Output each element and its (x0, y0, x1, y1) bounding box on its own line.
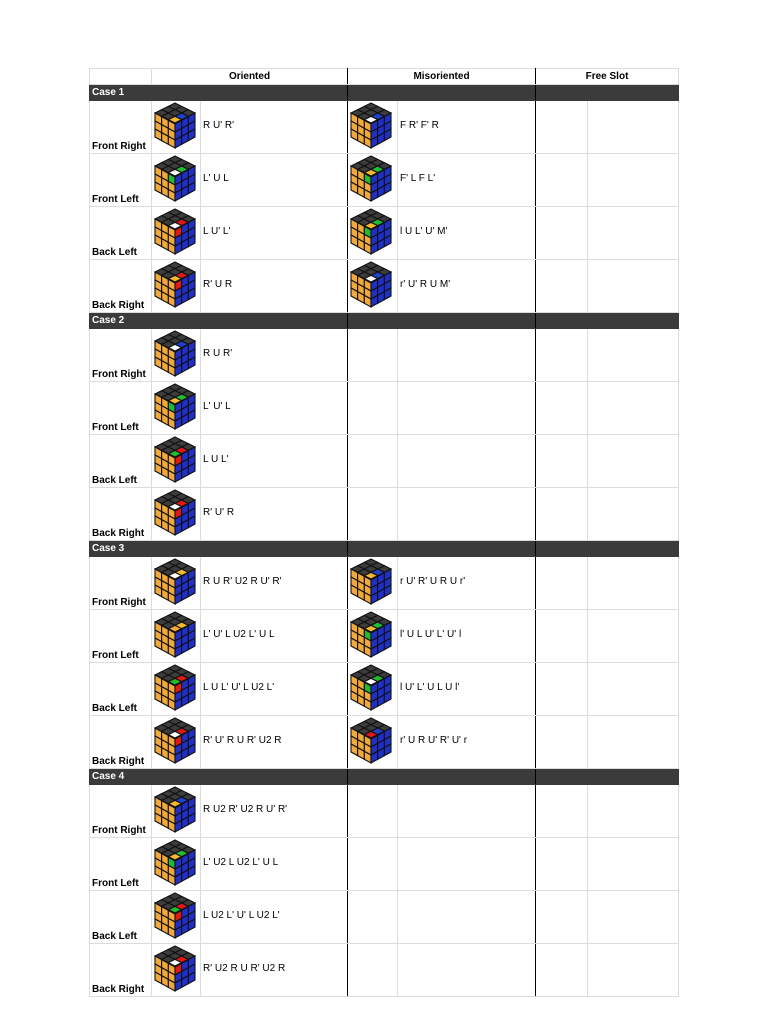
table-row (90, 207, 679, 260)
case-header-cell (536, 541, 679, 557)
free-slot-cell[interactable] (588, 838, 679, 891)
misoriented-image-cell[interactable] (348, 488, 398, 541)
free-slot-cell[interactable] (588, 488, 679, 541)
free-slot-cell[interactable] (536, 557, 588, 610)
cube-icon (154, 611, 196, 658)
oriented-algorithm[interactable]: R' U2 R U R' U2 R (201, 944, 348, 997)
cube-icon (350, 208, 392, 255)
slot-label[interactable]: Back Right (90, 488, 152, 541)
oriented-image-cell[interactable] (152, 663, 201, 716)
free-slot-cell[interactable] (588, 101, 679, 154)
cube-icon (154, 945, 196, 992)
oriented-image-cell[interactable] (152, 260, 201, 313)
free-slot-cell[interactable] (588, 260, 679, 313)
cube-icon (154, 786, 196, 833)
oriented-image-cell[interactable] (152, 891, 201, 944)
oriented-algorithm[interactable]: R' U' R U R' U2 R (201, 716, 348, 769)
free-slot-cell[interactable] (588, 663, 679, 716)
free-slot-cell[interactable] (536, 785, 588, 838)
oriented-algorithm[interactable]: R U2 R' U2 R U' R' (201, 785, 348, 838)
misoriented-algorithm[interactable] (398, 944, 536, 997)
free-slot-cell[interactable] (536, 891, 588, 944)
misoriented-image-cell[interactable] (348, 716, 398, 769)
slot-label[interactable]: Front Right (90, 101, 152, 154)
misoriented-image-cell[interactable] (348, 944, 398, 997)
slot-label[interactable]: Back Left (90, 663, 152, 716)
free-slot-cell[interactable] (536, 382, 588, 435)
oriented-image-cell[interactable] (152, 716, 201, 769)
misoriented-image-cell[interactable] (348, 557, 398, 610)
free-slot-cell[interactable] (536, 260, 588, 313)
slot-label[interactable]: Front Left (90, 610, 152, 663)
table-row (90, 785, 679, 838)
misoriented-algorithm[interactable]: l U' L' U L U l' (398, 663, 536, 716)
oriented-image-cell[interactable] (152, 488, 201, 541)
cube-icon (154, 208, 196, 255)
oriented-image-cell[interactable] (152, 101, 201, 154)
cube-icon (154, 717, 196, 764)
free-slot-cell[interactable] (588, 207, 679, 260)
oriented-algorithm[interactable]: R U' R' (201, 101, 348, 154)
cube-icon (350, 261, 392, 308)
case-header-cell (536, 313, 679, 329)
case-header-cell (348, 313, 536, 329)
cube-icon (154, 383, 196, 430)
misoriented-algorithm[interactable] (398, 488, 536, 541)
misoriented-image-cell[interactable] (348, 260, 398, 313)
case-header-row (90, 313, 679, 329)
table-row (90, 663, 679, 716)
misoriented-image-cell[interactable] (348, 329, 398, 382)
oriented-image-cell[interactable] (152, 382, 201, 435)
oriented-image-cell[interactable] (152, 838, 201, 891)
cube-icon (154, 102, 196, 149)
misoriented-image-cell[interactable] (348, 663, 398, 716)
oriented-image-cell[interactable] (152, 329, 201, 382)
oriented-algorithm[interactable]: L' U2 L U2 L' U L (201, 838, 348, 891)
table-row (90, 260, 679, 313)
free-slot-cell[interactable] (536, 944, 588, 997)
table-row (90, 488, 679, 541)
slot-label[interactable]: Front Right (90, 785, 152, 838)
oriented-algorithm[interactable]: L U L' U' L U2 L' (201, 663, 348, 716)
case-header-cell (348, 541, 536, 557)
table-row (90, 329, 679, 382)
spreadsheet (89, 68, 678, 997)
table-row (90, 610, 679, 663)
free-slot-cell[interactable] (588, 891, 679, 944)
oriented-image-cell[interactable] (152, 557, 201, 610)
free-slot-cell[interactable] (588, 557, 679, 610)
slot-label[interactable]: Front Right (90, 557, 152, 610)
header-free-slot[interactable]: Free Slot (536, 69, 679, 85)
oriented-image-cell[interactable] (152, 207, 201, 260)
oriented-algorithm[interactable]: R' U' R (201, 488, 348, 541)
oriented-image-cell[interactable] (152, 944, 201, 997)
table-row (90, 557, 679, 610)
free-slot-cell[interactable] (536, 101, 588, 154)
misoriented-image-cell[interactable] (348, 382, 398, 435)
free-slot-cell[interactable] (588, 382, 679, 435)
cube-icon (154, 261, 196, 308)
misoriented-image-cell[interactable] (348, 435, 398, 488)
oriented-algorithm[interactable]: R' U R (201, 260, 348, 313)
case-label[interactable]: Case 4 (90, 769, 348, 785)
free-slot-cell[interactable] (588, 610, 679, 663)
cube-icon (350, 611, 392, 658)
slot-label[interactable]: Front Left (90, 154, 152, 207)
case-header-row (90, 85, 679, 101)
slot-label[interactable]: Back Left (90, 891, 152, 944)
free-slot-cell[interactable] (536, 610, 588, 663)
cube-icon (350, 664, 392, 711)
misoriented-algorithm[interactable]: l' U L U' L' U' l (398, 610, 536, 663)
table-row (90, 101, 679, 154)
header-misoriented[interactable]: Misoriented (348, 69, 536, 85)
free-slot-cell[interactable] (536, 716, 588, 769)
case-label[interactable]: Case 1 (90, 85, 348, 101)
oriented-algorithm[interactable]: R U R' (201, 329, 348, 382)
free-slot-cell[interactable] (536, 154, 588, 207)
cube-icon (154, 558, 196, 605)
oriented-algorithm[interactable]: R U R' U2 R U' R' (201, 557, 348, 610)
table-row (90, 154, 679, 207)
misoriented-algorithm[interactable]: F' L F L' (398, 154, 536, 207)
cube-icon (350, 717, 392, 764)
header-oriented[interactable]: Oriented (152, 69, 348, 85)
oriented-algorithm[interactable]: L U2 L' U' L U2 L' (201, 891, 348, 944)
misoriented-algorithm[interactable] (398, 785, 536, 838)
misoriented-algorithm[interactable]: r' U' R U M' (398, 260, 536, 313)
cube-icon (350, 102, 392, 149)
free-slot-cell[interactable] (588, 154, 679, 207)
free-slot-cell[interactable] (588, 329, 679, 382)
slot-label[interactable]: Front Left (90, 838, 152, 891)
misoriented-image-cell[interactable] (348, 154, 398, 207)
cube-icon (154, 489, 196, 536)
slot-label[interactable]: Back Right (90, 716, 152, 769)
free-slot-cell[interactable] (536, 329, 588, 382)
free-slot-cell[interactable] (588, 944, 679, 997)
free-slot-cell[interactable] (536, 663, 588, 716)
table-row (90, 435, 679, 488)
oriented-image-cell[interactable] (152, 610, 201, 663)
case-header-row (90, 541, 679, 557)
table-row (90, 716, 679, 769)
misoriented-algorithm[interactable] (398, 382, 536, 435)
oriented-algorithm[interactable]: L' U' L (201, 382, 348, 435)
slot-label[interactable]: Back Left (90, 207, 152, 260)
oriented-algorithm[interactable]: L' U L (201, 154, 348, 207)
free-slot-cell[interactable] (536, 838, 588, 891)
misoriented-algorithm[interactable]: r U' R' U R U r' (398, 557, 536, 610)
case-header-cell (348, 85, 536, 101)
table-row (90, 891, 679, 944)
algorithm-table (89, 68, 679, 997)
slot-label[interactable]: Front Left (90, 382, 152, 435)
oriented-image-cell[interactable] (152, 785, 201, 838)
misoriented-algorithm[interactable] (398, 329, 536, 382)
free-slot-cell[interactable] (536, 488, 588, 541)
cube-icon (350, 558, 392, 605)
cube-icon (154, 664, 196, 711)
case-label[interactable]: Case 2 (90, 313, 348, 329)
oriented-algorithm[interactable]: L' U' L U2 L' U L (201, 610, 348, 663)
oriented-image-cell[interactable] (152, 154, 201, 207)
oriented-image-cell[interactable] (152, 435, 201, 488)
misoriented-image-cell[interactable] (348, 891, 398, 944)
misoriented-algorithm[interactable]: l U L' U' M' (398, 207, 536, 260)
table-row (90, 944, 679, 997)
misoriented-image-cell[interactable] (348, 207, 398, 260)
table-row (90, 382, 679, 435)
slot-label[interactable]: Back Left (90, 435, 152, 488)
free-slot-cell[interactable] (536, 435, 588, 488)
slot-label[interactable]: Back Right (90, 944, 152, 997)
oriented-algorithm[interactable]: L U' L' (201, 207, 348, 260)
free-slot-cell[interactable] (536, 207, 588, 260)
cube-icon (154, 436, 196, 483)
header-blank (90, 69, 152, 85)
misoriented-algorithm[interactable] (398, 838, 536, 891)
case-header-row (90, 769, 679, 785)
slot-label[interactable]: Back Right (90, 260, 152, 313)
misoriented-image-cell[interactable] (348, 838, 398, 891)
case-header-cell (536, 769, 679, 785)
misoriented-image-cell[interactable] (348, 785, 398, 838)
case-header-cell (348, 769, 536, 785)
free-slot-cell[interactable] (588, 785, 679, 838)
header-row (90, 69, 679, 85)
free-slot-cell[interactable] (588, 716, 679, 769)
cube-icon (154, 330, 196, 377)
cube-icon (154, 892, 196, 939)
slot-label[interactable]: Front Right (90, 329, 152, 382)
misoriented-image-cell[interactable] (348, 101, 398, 154)
cube-icon (154, 155, 196, 202)
misoriented-algorithm[interactable]: r' U R U' R' U' r (398, 716, 536, 769)
case-label[interactable]: Case 3 (90, 541, 348, 557)
free-slot-cell[interactable] (588, 435, 679, 488)
cube-icon (154, 839, 196, 886)
oriented-algorithm[interactable]: L U L' (201, 435, 348, 488)
misoriented-algorithm[interactable] (398, 891, 536, 944)
case-header-cell (536, 85, 679, 101)
cube-icon (350, 155, 392, 202)
misoriented-algorithm[interactable] (398, 435, 536, 488)
table-row (90, 838, 679, 891)
misoriented-algorithm[interactable]: F R' F' R (398, 101, 536, 154)
misoriented-image-cell[interactable] (348, 610, 398, 663)
